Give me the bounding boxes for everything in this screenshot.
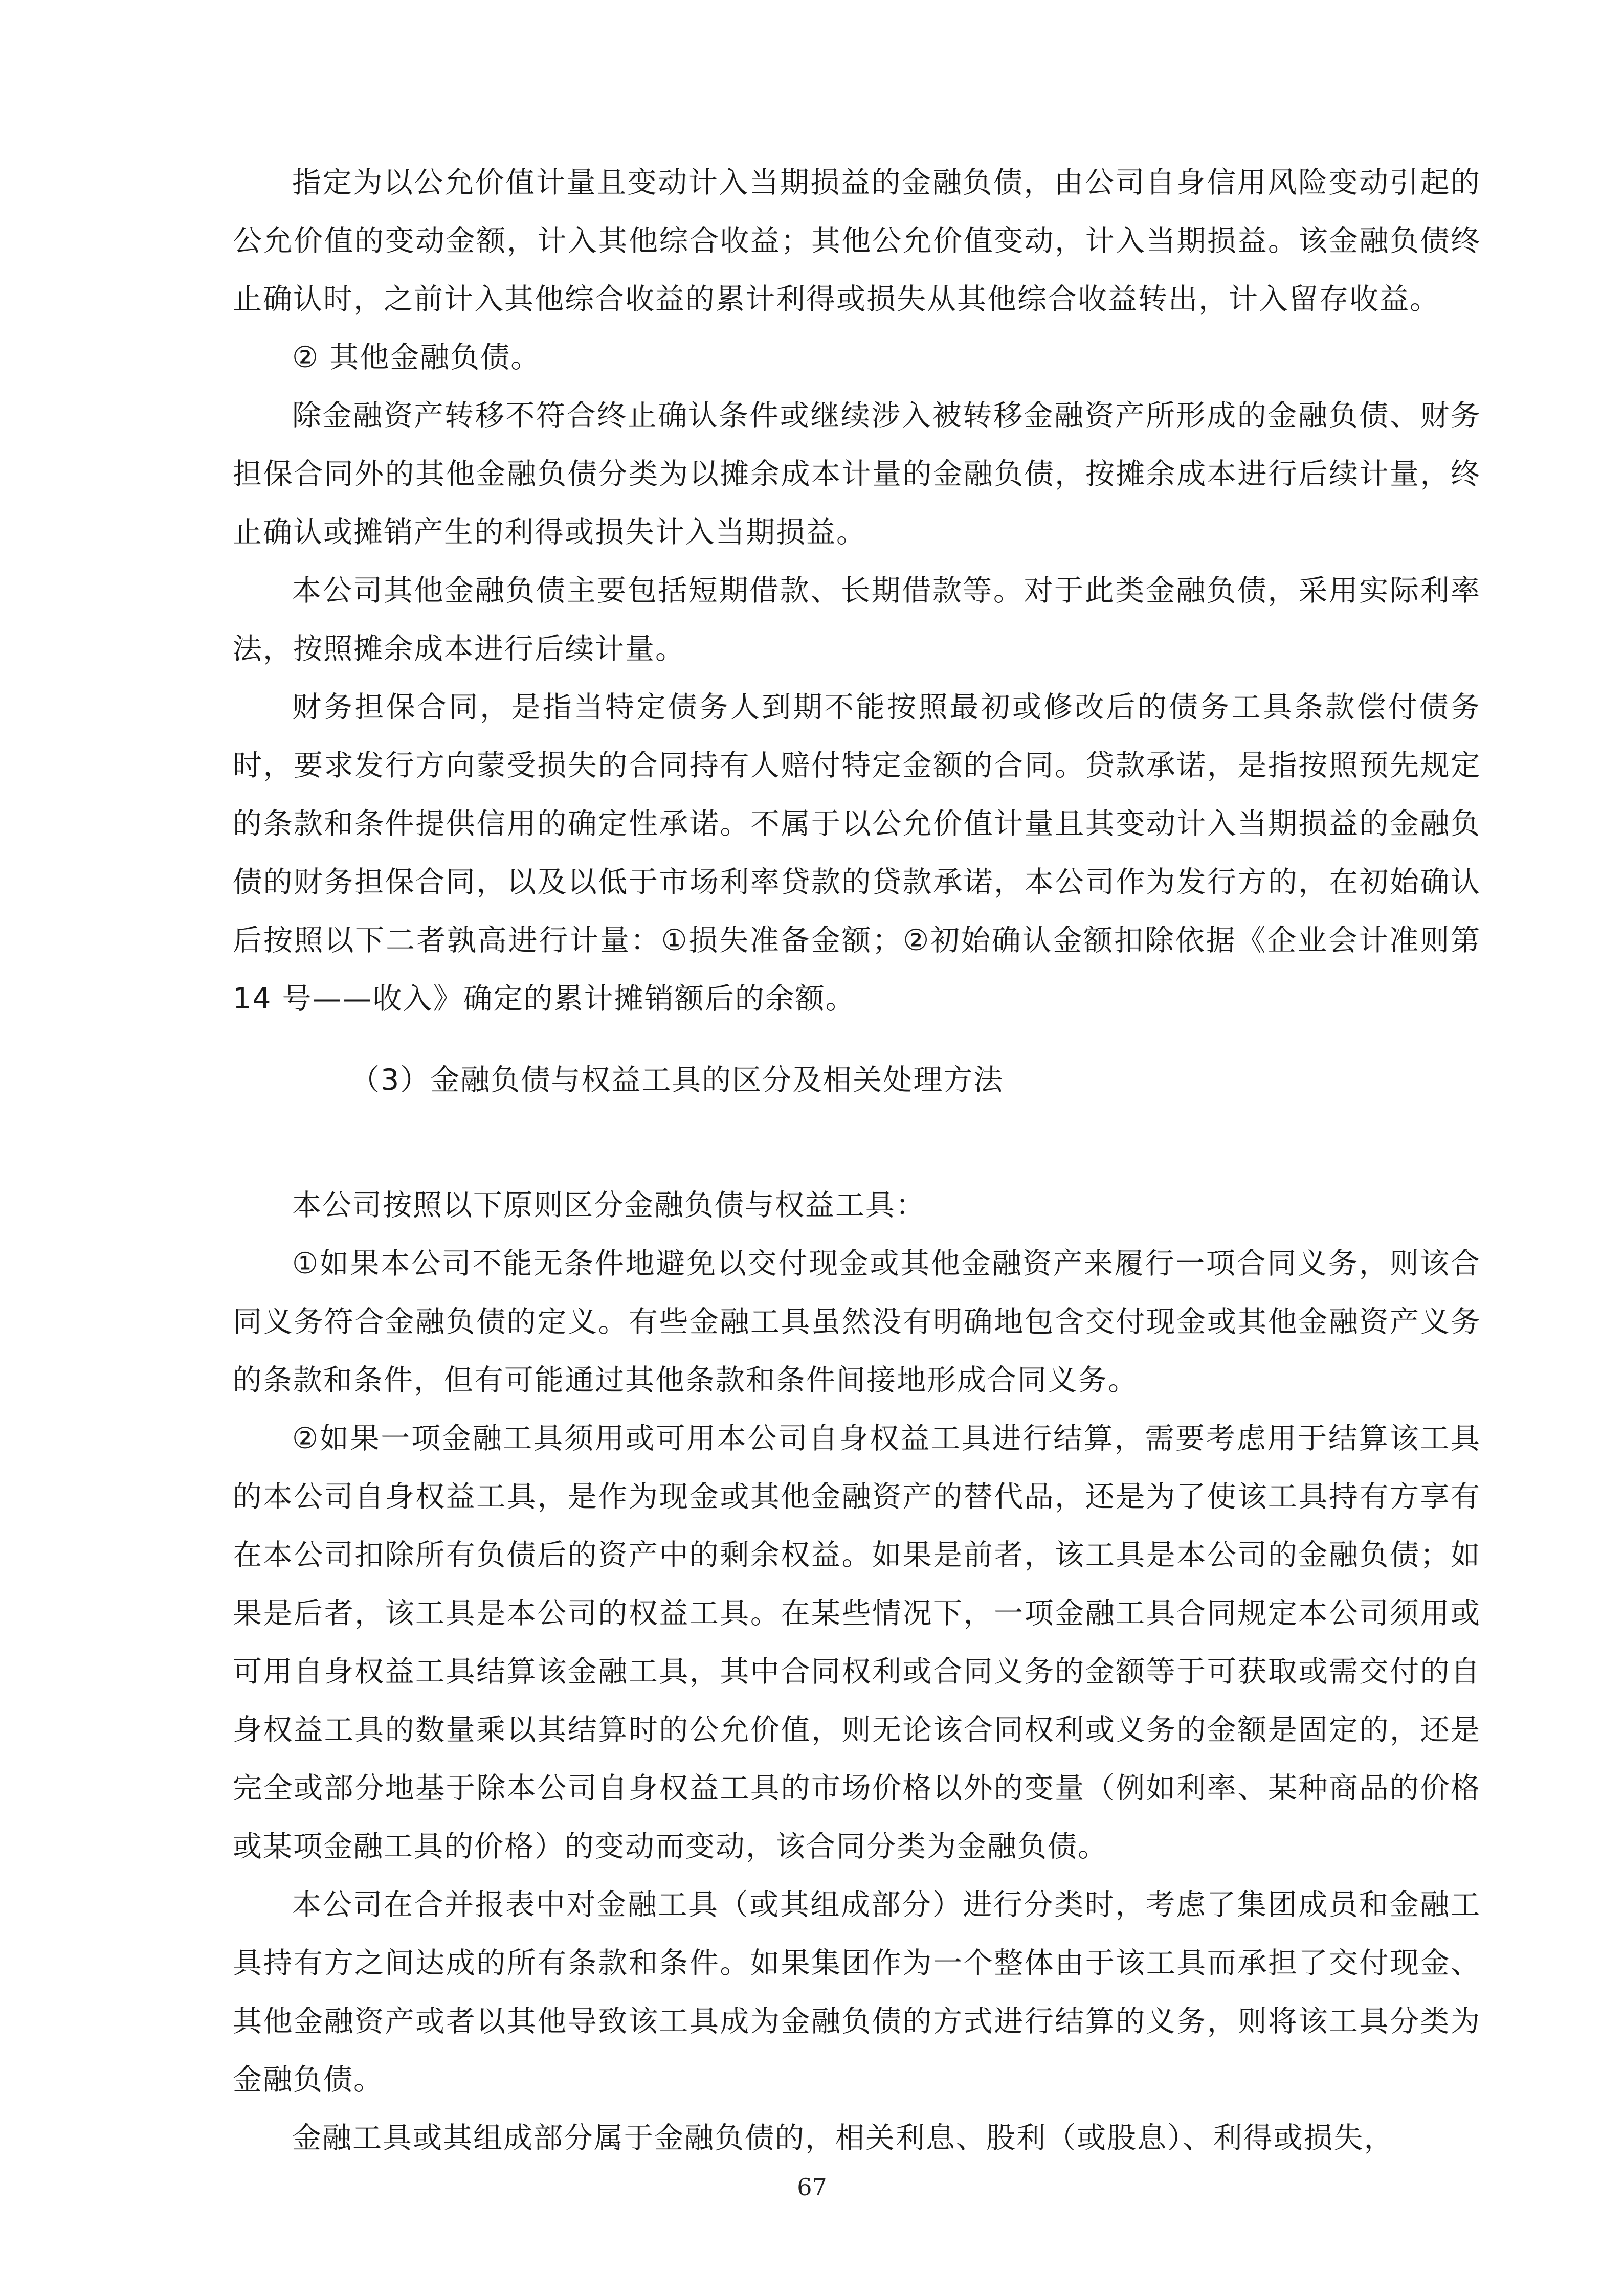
paragraph: 金融工具或其组成部分属于金融负债的，相关利息、股利（或股息）、利得或损失， — [292, 2121, 1394, 2155]
text-block-1 — [233, 153, 1481, 1028]
section-heading: （3）金融负债与权益工具的区分及相关处理方法 — [350, 1063, 1004, 1097]
paragraph: ①如果本公司不能无条件地避免以交付现金或其他金融资产来履行一项合同义务，则该合同义务符合金融负债的定义。有些金融工具虽然没有明确地包含交付现金或其他金融资产义务的条款和条件，但有可能通过其他条款和条件间接地形成合同义务。 — [233, 1247, 1481, 1397]
paragraph: 除金融资产转移不符合终止确认条件或继续涉入被转移金融资产所形成的金融负债、财务担保合同外的其他金融负债分类为以摊余成本计量的金融负债，按摊余成本进行后续计量，终止确认或摊销产生的利得或损失计入当期损益。 — [233, 399, 1481, 549]
paragraph: 本公司在合并报表中对金融工具（或其组成部分）进行分类时，考虑了集团成员和金融工具持有方之间达成的所有条款和条件。如果集团作为一个整体由于该工具而承担了交付现金、其他金融资产或者以其他导致该工具成为金融负债的方式进行结算的义务，则将该工具分类为金融负债。 — [233, 1888, 1481, 2097]
paragraph: 财务担保合同，是指当特定债务人到期不能按照最初或修改后的债务工具条款偿付债务时，要求发行方向蒙受损失的合同持有人赔付特定金额的合同。贷款承诺，是指按照预先规定的条款和条件提供信用的确定性承诺。不属于以公允价值计量且其变动计入当期损益的金融负债的财务担保合同，以及以低于市场利率贷款的贷款承诺，本公司作为发行方的，在初始确认后按照以下二者孰高进行计量：①损失准备金额；②初始确认金额扣除依据《企业会计准则第 14 号——收入》确定的累计摊销额后的余额。 — [233, 690, 1481, 1016]
paragraph: ②如果一项金融工具须用或可用本公司自身权益工具进行结算，需要考虑用于结算该工具的本公司自身权益工具，是作为现金或其他金融资产的替代品，还是为了使该工具持有方享有在本公司扣除所有负债后的资产中的剩余权益。如果是前者，该工具是本公司的金融负债；如果是后者，该工具是本公司的权益工具。在某些情况下，一项金融工具合同规定本公司须用或可用自身权益工具结算该金融工具，其中合同权利或合同义务的金额等于可获取或需交付的自身权益工具的数量乘以其结算时的公允价值，则无论该合同权利或义务的金额是固定的，还是完全或部分地基于除本公司自身权益工具的市场价格以外的变量（例如利率、某种商品的价格或某项金融工具的价格）的变动而变动，该合同分类为金融负债。 — [233, 1422, 1481, 1863]
paragraph: 本公司按照以下原则区分金融负债与权益工具： — [292, 1188, 926, 1222]
text-block-2 — [233, 1176, 1481, 2167]
paragraph: 本公司其他金融负债主要包括短期借款、长期借款等。对于此类金融负债，采用实际利率法，按照摊余成本进行后续计量。 — [233, 574, 1481, 666]
paragraph: ② 其他金融负债。 — [292, 341, 541, 374]
page-number: 67 — [797, 2173, 827, 2201]
paragraph: 指定为以公允价值计量且变动计入当期损益的金融负债，由公司自身信用风险变动引起的公允价值的变动金额，计入其他综合收益；其他公允价值变动，计入当期损益。该金融负债终止确认时，之前计入其他综合收益的累计利得或损失从其他综合收益转出，计入留存收益。 — [233, 166, 1481, 316]
